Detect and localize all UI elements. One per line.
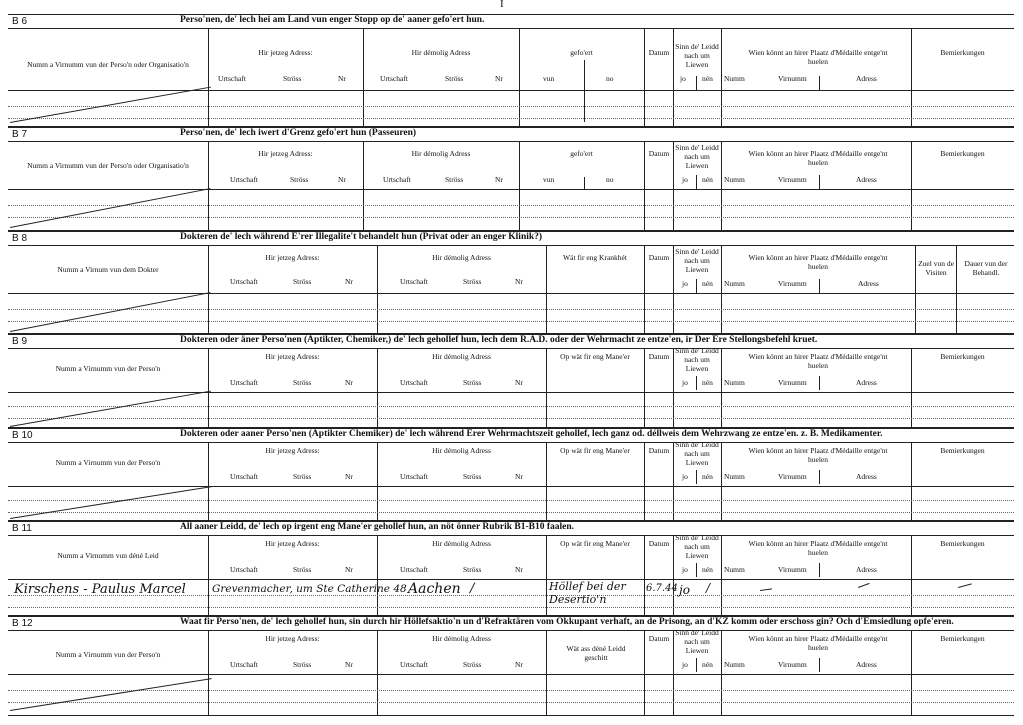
- header-gefoert: gefo'ert: [570, 149, 593, 158]
- header-nr: Nr: [515, 277, 523, 286]
- form-table: [8, 348, 1014, 428]
- header-numm: Numm: [724, 565, 745, 574]
- section-bar: [8, 14, 1014, 29]
- header-nen: nén: [702, 378, 713, 387]
- header-numm: Numm: [724, 378, 745, 387]
- header-nr: Nr: [345, 660, 353, 669]
- header-datum: Datum: [648, 149, 670, 158]
- header-nr: Nr: [338, 74, 346, 83]
- page-mark: I: [500, 0, 504, 10]
- header-stross: Ströss: [463, 565, 482, 574]
- header-nr: Nr: [345, 565, 353, 574]
- header-stross: Ströss: [293, 660, 312, 669]
- header-jo: jo: [682, 565, 688, 574]
- section-bar: [8, 127, 1014, 142]
- header-stross: Ströss: [463, 277, 482, 286]
- entry-name: Kirschens - Paulus Marcel: [14, 582, 186, 597]
- form-table: [8, 535, 1014, 616]
- header-numm: Numm: [724, 175, 745, 184]
- header-ortschaft: Urtschaft: [230, 565, 258, 574]
- header-wien: Wien könnt an hirer Plaatz d'Médaille entge'nt huelen: [748, 253, 888, 271]
- header-bemierkungen: Bemierkungen: [940, 634, 985, 643]
- header-nr: Nr: [495, 175, 503, 184]
- section-b6: [8, 14, 1014, 126]
- header-name: Numm a Virnumm vun der Perso'n oder Organisatio'n: [27, 161, 189, 170]
- header-datum: Datum: [648, 48, 670, 57]
- header-ortschaft: Urtschaft: [400, 660, 428, 669]
- form-table: [8, 245, 1014, 334]
- header-datum: Datum: [648, 352, 670, 361]
- section-code: B 6: [12, 16, 28, 27]
- section-code: B 8: [12, 233, 28, 244]
- header-adress: Adress: [856, 472, 877, 481]
- header-sinn: Sinn de' Leidd nach um Liewen: [675, 346, 719, 373]
- header-ortschaft: Urtschaft: [383, 175, 411, 184]
- header-name: Numm a Virnumm vun der Perso'n: [55, 458, 161, 467]
- header-name: Numm a Virnumm vun der Perso'n: [55, 364, 161, 373]
- entry-current-address: Grevenmacher, um Ste Catherine 48: [212, 583, 407, 595]
- header-maneer: Op wät fir eng Mane'er: [560, 446, 630, 455]
- section-b8: [8, 231, 1014, 333]
- header-wien: Wien könnt an hirer Plaatz d'Médaille entge'nt huelen: [748, 352, 888, 370]
- header-maneer: Op wät fir eng Mane'er: [560, 539, 630, 548]
- header-datum: Datum: [648, 634, 670, 643]
- header-stross: Ströss: [463, 378, 482, 387]
- header-adress: Adress: [856, 378, 877, 387]
- header-ortschaft: Urtschaft: [230, 175, 258, 184]
- section-code: B 11: [12, 523, 32, 534]
- header-nr: Nr: [515, 378, 523, 387]
- header-stross: Ströss: [290, 175, 309, 184]
- header-krankheet: Wät fir eng Krankhét: [563, 253, 627, 262]
- header-name: Numm a Virnumm vun déné Leid: [57, 551, 159, 560]
- header-numm: Numm: [724, 472, 745, 481]
- header-adress: Adress: [856, 565, 877, 574]
- header-current-address: Hir jetzeg Adress:: [258, 149, 313, 158]
- header-stross: Ströss: [283, 74, 302, 83]
- header-ortschaft: Urtschaft: [230, 378, 258, 387]
- header-wien: Wien könnt an hirer Plaatz d'Médaille entge'nt huelen: [748, 634, 888, 652]
- header-leidd-geschitt: Wät ass déné Leidd geschitt: [566, 644, 626, 662]
- entry-former-address: Aachen: [408, 581, 461, 597]
- header-former-address: Hir démolig Adress: [432, 352, 491, 361]
- header-virnumm: Virnumm: [778, 175, 807, 184]
- section-bar: [8, 428, 1014, 443]
- header-nr: Nr: [515, 660, 523, 669]
- section-title: Dokteren oder äner Perso'nen (Aptikter, Chemiker,) de' lech gehollef hun, lech dem R.A.D. oder der Wehrmacht ze entze'en, ir Der Ere Stellongsbefehl kruet.: [180, 335, 818, 345]
- section-bar: [8, 334, 1014, 349]
- header-name: Numm a Virnum vun dem Dokter: [57, 265, 159, 274]
- header-nen: nén: [702, 175, 713, 184]
- entry-date: 6.7.44: [646, 583, 678, 594]
- header-nen: nén: [702, 472, 713, 481]
- header-ortschaft: Urtschaft: [400, 472, 428, 481]
- header-bemierkungen: Bemierkungen: [940, 352, 985, 361]
- header-jo: jo: [682, 472, 688, 481]
- header-current-address: Hir jetzeg Adress:: [265, 634, 320, 643]
- header-stross: Ströss: [293, 277, 312, 286]
- header-virnumm: Virnumm: [778, 565, 807, 574]
- section-bar: [8, 521, 1014, 536]
- header-nr: Nr: [515, 565, 523, 574]
- header-stross: Ströss: [293, 378, 312, 387]
- section-bar: [8, 616, 1014, 631]
- header-sinn: Sinn de' Leidd nach um Liewen: [675, 628, 719, 655]
- header-current-address: Hir jetzeg Adress:: [265, 539, 320, 548]
- header-stross: Ströss: [293, 565, 312, 574]
- header-virnumm: Virnumm: [778, 472, 807, 481]
- section-b9: [8, 334, 1014, 427]
- header-bemierkungen: Bemierkungen: [940, 446, 985, 455]
- section-b12: [8, 616, 1014, 715]
- header-sinn: Sinn de' Leidd nach um Liewen: [675, 247, 719, 274]
- header-ortschaft: Urtschaft: [400, 565, 428, 574]
- header-bemierkungen: Bemierkungen: [940, 48, 985, 57]
- dash-mark: /: [470, 581, 475, 596]
- section-code: B 12: [12, 618, 33, 629]
- entry-alive: jo: [679, 583, 690, 597]
- header-ortschaft: Urtschaft: [400, 277, 428, 286]
- dash-mark: /: [706, 581, 711, 595]
- header-former-address: Hir démolig Adress: [411, 149, 471, 158]
- header-current-address: Hir jetzeg Adress:: [265, 253, 320, 262]
- header-wien: Wien könnt an hirer Plaatz d'Médaille entge'nt huelen: [748, 48, 888, 66]
- header-virnumm: Virnumm: [778, 660, 807, 669]
- form-table: [8, 141, 1014, 231]
- header-nen: nén: [702, 74, 713, 83]
- header-bemierkungen: Bemierkungen: [940, 149, 985, 158]
- header-ortschaft: Urtschaft: [400, 378, 428, 387]
- header-name: Numm a Virnumm vun der Perso'n: [55, 650, 161, 659]
- header-virnumm: Virnumm: [778, 74, 807, 83]
- section-title: Waat fir Perso'nen, de' lech gehollef hun, sin durch hir Höllefsaktio'n un d'Refraktären vom Okkupant verhaft, an de Prisong, an d'KZ komm oder erschoss gin? Och d'Emsiedlung opfe'eren.: [180, 617, 954, 627]
- header-nr: Nr: [495, 74, 503, 83]
- header-bemierkungen: Bemierkungen: [940, 539, 985, 548]
- section-title: Dokteren oder aaner Perso'nen (Aptikter Chemiker) de' lech während Erer Wehrmachtszeit gehollef, lech ganz od. déllweis dem Wehrzwang ze entze'en. z. B. Medikamenter.: [180, 429, 883, 439]
- form-table: [8, 28, 1014, 127]
- header-ortschaft: Urtschaft: [230, 660, 258, 669]
- header-ortschaft: Urtschaft: [380, 74, 408, 83]
- header-datum: Datum: [648, 446, 670, 455]
- header-nr: Nr: [345, 277, 353, 286]
- header-no: no: [606, 74, 614, 83]
- header-sinn: Sinn de' Leidd nach um Liewen: [675, 42, 719, 69]
- section-b7: [8, 127, 1014, 230]
- section-title: All aaner Leidd, de' lech op irgent eng Mane'er gehollef hun, an nöt önner Rubrik B1-B10 faalen.: [180, 522, 575, 532]
- header-numm: Numm: [724, 279, 745, 288]
- header-ortschaft: Urtschaft: [218, 74, 246, 83]
- header-wien: Wien könnt an hirer Plaatz d'Médaille entge'nt huelen: [748, 446, 888, 464]
- header-nr: Nr: [345, 472, 353, 481]
- header-stross: Ströss: [445, 74, 464, 83]
- header-vun: vun: [543, 175, 555, 184]
- header-jo: jo: [680, 74, 686, 83]
- header-sinn: Sinn de' Leidd nach um Liewen: [675, 440, 719, 467]
- section-code: B 7: [12, 129, 28, 140]
- header-numm: Numm: [724, 660, 745, 669]
- section-title: Dokteren de' lech während E'rer Illegalite't behandelt hun (Privat oder an enger Klinik?): [180, 232, 543, 242]
- header-nr: Nr: [345, 378, 353, 387]
- header-ortschaft: Urtschaft: [230, 277, 258, 286]
- header-adress: Adress: [856, 175, 877, 184]
- form-table: [8, 630, 1014, 716]
- header-nr: Nr: [515, 472, 523, 481]
- header-wien: Wien könnt an hirer Plaatz d'Médaille entge'nt huelen: [748, 539, 888, 557]
- header-former-address: Hir démolig Adress: [411, 48, 471, 57]
- header-jo: jo: [682, 660, 688, 669]
- header-nr: Nr: [338, 175, 346, 184]
- header-former-address: Hir démolig Adress: [432, 446, 491, 455]
- header-current-address: Hir jetzeg Adress:: [258, 48, 313, 57]
- header-current-address: Hir jetzeg Adress:: [265, 352, 320, 361]
- header-jo: jo: [682, 279, 688, 288]
- header-stross: Ströss: [445, 175, 464, 184]
- header-nen: nén: [702, 660, 713, 669]
- section-b10: [8, 428, 1014, 520]
- header-datum: Datum: [648, 253, 670, 262]
- header-no: no: [606, 175, 614, 184]
- section-code: B 10: [12, 430, 33, 441]
- header-jo: jo: [682, 378, 688, 387]
- header-vun: vun: [543, 74, 555, 83]
- header-virnumm: Virnumm: [778, 279, 807, 288]
- header-stross: Ströss: [463, 472, 482, 481]
- header-former-address: Hir démolig Adress: [432, 539, 491, 548]
- section-title: Perso'nen, de' lech iwert d'Grenz gefo'ert hun (Passeuren): [180, 128, 417, 138]
- header-sinn: Sinn de' Leidd nach um Liewen: [675, 143, 719, 170]
- header-stross: Ströss: [463, 660, 482, 669]
- header-ortschaft: Urtschaft: [230, 472, 258, 481]
- form-table: [8, 442, 1014, 521]
- section-b11: [8, 521, 1014, 615]
- header-former-address: Hir démolig Adress: [432, 253, 491, 262]
- header-datum: Datum: [648, 539, 670, 548]
- section-title: Perso'nen, de' lech hei am Land vun enger Stopp op de' aaner gefo'ert hun.: [180, 15, 485, 25]
- header-adress: Adress: [856, 660, 877, 669]
- header-current-address: Hir jetzeg Adress:: [265, 446, 320, 455]
- header-gefoert: gefo'ert: [570, 48, 593, 57]
- header-adress: Adress: [858, 279, 879, 288]
- header-sinn: Sinn de' Leidd nach um Liewen: [675, 533, 719, 560]
- header-zuel: Zuel vun de Visiten: [918, 259, 954, 277]
- header-former-address: Hir démolig Adress: [432, 634, 491, 643]
- header-dauer: Dauer vun der Behandl.: [964, 259, 1008, 277]
- header-jo: jo: [682, 175, 688, 184]
- entry-how: Höllef bei der Desertio'n: [549, 580, 626, 606]
- header-name: Numm a Virnumm vun der Perso'n oder Organisatio'n: [27, 60, 189, 69]
- header-virnumm: Virnumm: [778, 378, 807, 387]
- header-adress: Adress: [856, 74, 877, 83]
- section-bar: [8, 231, 1014, 246]
- header-numm: Numm: [724, 74, 745, 83]
- header-maneer: Op wät fir eng Mane'er: [560, 352, 630, 361]
- header-stross: Ströss: [293, 472, 312, 481]
- header-wien: Wien könnt an hirer Plaatz d'Médaille entge'nt huelen: [748, 149, 888, 167]
- section-code: B 9: [12, 336, 28, 347]
- header-nen: nén: [702, 565, 713, 574]
- header-nen: nén: [702, 279, 713, 288]
